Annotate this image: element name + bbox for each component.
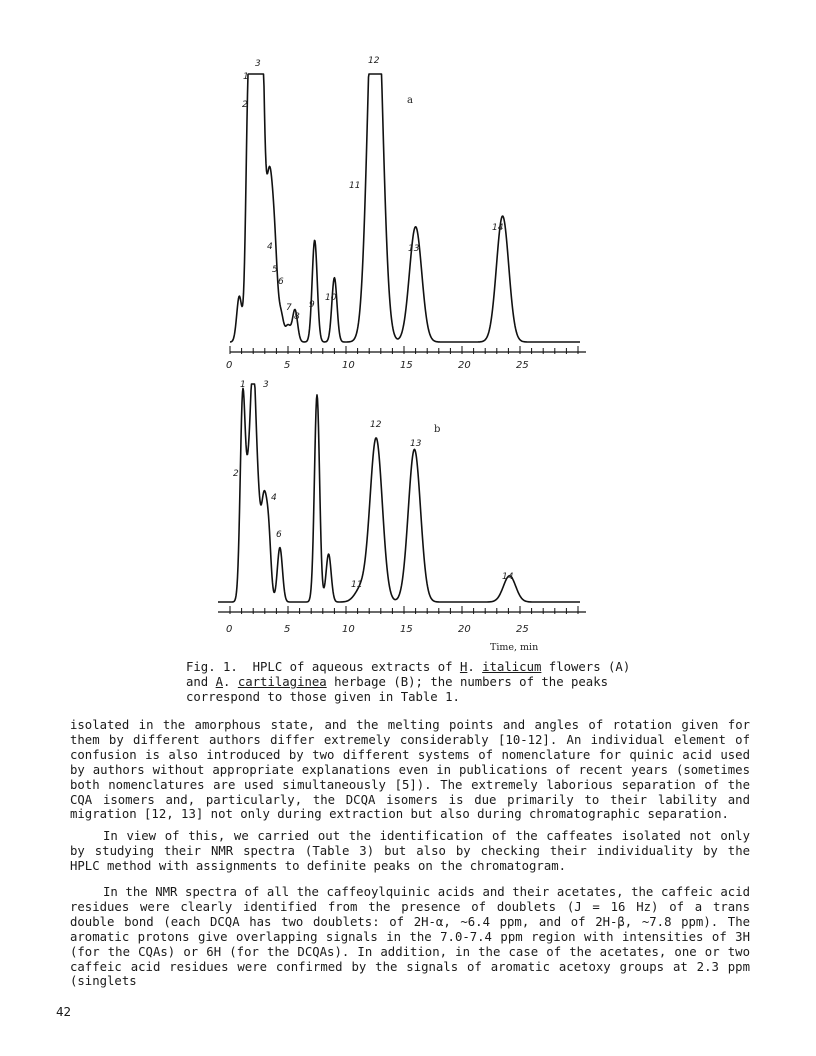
panel-label-b: b: [434, 424, 441, 435]
body-paragraph: In view of this, we carried out the identification of the caffeates isolated not only by studying their NMR spectra (Table 3) but also by checking their individuality by the HPLC method with assignments to definite peaks on the chromatogram.: [70, 829, 750, 873]
caption-species-name: italicum: [482, 660, 542, 674]
caption-text: herbage (B); the numbers of the peaks correspond to those given in Table 1.: [186, 675, 609, 704]
caption-text: Fig. 1. HPLC of aqueous extracts of: [186, 660, 460, 674]
panel-label-a: a: [407, 95, 413, 106]
page-number: 42: [56, 1004, 72, 1019]
x-tick-label: 25: [516, 360, 529, 371]
peak-label: 3: [255, 59, 261, 69]
x-tick-labels-a: [226, 360, 529, 371]
x-tick-label: 0: [226, 624, 233, 635]
caption-genus-abbr: A: [215, 675, 224, 689]
x-tick-label: 15: [400, 624, 413, 635]
peak-label: 8: [294, 312, 300, 322]
peak-label: 13: [408, 244, 420, 254]
caption-species-name: cartilaginea: [237, 675, 327, 689]
body-paragraph: isolated in the amorphous state, and the melting points and angles of rotation given for them by different authors differ extremely considerably [10-12]. An individual element of confusion is also introduced by two different systems of nomenclature for quinic acid used by authors without appropriate explanations even in publications of recent years (sometimes both nomenclatures are used simultaneously [5]). The extremely laborious separation of the CQA isomers and, particularly, the DCQA isomers is due primarily to their lability and migration [12, 13] not only during extraction but also during chromatographic separation.: [70, 718, 750, 822]
caption-text: .: [223, 675, 238, 689]
peak-label: 12: [368, 56, 380, 66]
peak-label: 4: [271, 493, 277, 503]
x-ticks-b: [230, 606, 578, 614]
chromatogram-panel-a: [226, 56, 586, 371]
peak-label: 2: [242, 100, 248, 110]
peak-label: 1: [243, 72, 249, 82]
x-tick-label: 0: [226, 360, 233, 371]
chromatogram-panel-b: [218, 380, 586, 653]
x-tick-labels-b: [226, 624, 529, 635]
peak-label: 14: [492, 223, 504, 233]
peak-label: 6: [276, 530, 282, 540]
peak-label: 2: [233, 469, 239, 479]
peak-label: 10: [325, 293, 337, 303]
peak-label: 13: [410, 439, 422, 449]
peak-label: 1: [240, 380, 246, 390]
x-tick-label: 20: [458, 360, 471, 371]
peak-label: 4: [267, 242, 273, 252]
peak-label: 11: [351, 580, 363, 590]
hplc-figure: [190, 40, 610, 660]
peak-label: 9: [309, 300, 315, 310]
peak-label: 5: [272, 265, 278, 275]
x-axis-title: Time, min: [490, 642, 539, 653]
x-tick-label: 10: [342, 624, 355, 635]
peak-label: 6: [278, 277, 284, 287]
figure-caption: [186, 660, 646, 705]
body-paragraph: In the NMR spectra of all the caffeoylquinic acids and their acetates, the caffeic acid residues were clearly identified from the presence of doublets (J = 16 Hz) of a trans double bond (each DCQA has two doublets: of 2H-α, ~6.4 ppm, and of 2H-β, ~7.8 ppm). The aromatic protons give overlapping signals in the 7.0-7.4 ppm region with intensities of 3H (for the CQAs) or 6H (for the DCQAs). In addition, in the case of the acetates, one or two caffeic acid residues were confirmed by the signals of aromatic acetoxy groups at 2.3 ppm (singlets: [70, 885, 750, 989]
peak-label: 3: [263, 380, 269, 390]
chromatogram-trace-a: [230, 74, 580, 342]
caption-text: .: [467, 660, 483, 674]
x-tick-label: 5: [284, 360, 291, 371]
x-tick-label: 20: [458, 624, 471, 635]
peak-label: 14: [502, 572, 514, 582]
x-tick-label: 5: [284, 624, 291, 635]
x-tick-label: 10: [342, 360, 355, 371]
x-tick-label: 25: [516, 624, 529, 635]
peak-label: 11: [349, 181, 361, 191]
x-tick-label: 15: [400, 360, 413, 371]
peak-label: 7: [286, 303, 292, 313]
x-ticks-a: [230, 346, 578, 354]
peak-label: 12: [370, 420, 382, 430]
caption-genus-abbr: H: [459, 660, 468, 674]
caption-text: flowers (A) and: [186, 660, 631, 689]
